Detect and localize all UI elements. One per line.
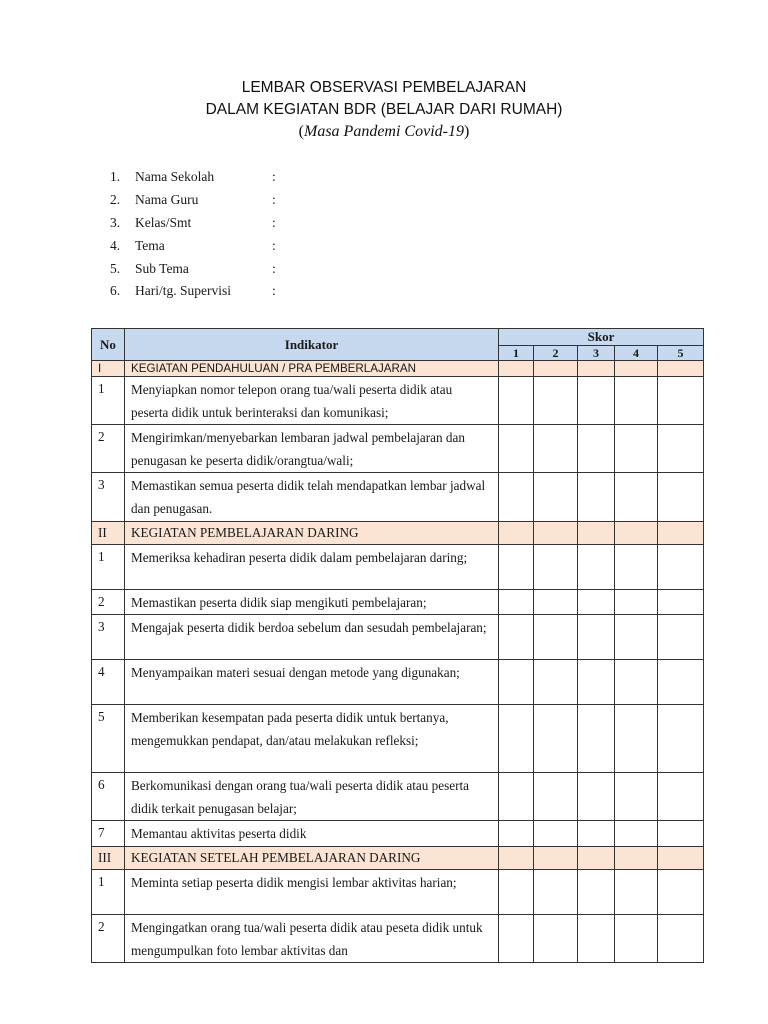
info-label: Tema bbox=[135, 237, 165, 253]
score-cell[interactable] bbox=[499, 361, 534, 377]
score-cell[interactable] bbox=[499, 914, 534, 962]
info-number: 5. bbox=[110, 260, 121, 276]
score-cell[interactable] bbox=[499, 425, 534, 473]
score-cell[interactable] bbox=[658, 660, 704, 705]
item-indicator: Meminta setiap peserta didik mengisi lembar aktivitas harian; bbox=[125, 869, 499, 914]
score-cell[interactable] bbox=[658, 361, 704, 377]
item-indicator: Menyampaikan materi sesuai dengan metode yang digunakan; bbox=[125, 660, 499, 705]
info-row bbox=[110, 189, 284, 212]
score-header-4: 4 bbox=[615, 346, 658, 361]
score-cell[interactable] bbox=[534, 821, 578, 847]
info-colon: : bbox=[272, 237, 276, 253]
score-cell[interactable] bbox=[578, 473, 615, 521]
score-cell[interactable] bbox=[658, 869, 704, 914]
info-number: 3. bbox=[110, 214, 121, 230]
title-line-3 bbox=[0, 121, 768, 143]
score-cell[interactable] bbox=[534, 473, 578, 521]
score-cell[interactable] bbox=[534, 846, 578, 869]
section-number: III bbox=[92, 846, 125, 869]
info-label: Hari/tg. Supervisi bbox=[135, 283, 231, 299]
table-row bbox=[92, 377, 704, 425]
table-row bbox=[92, 914, 704, 962]
score-cell[interactable] bbox=[615, 660, 658, 705]
score-cell[interactable] bbox=[658, 544, 704, 589]
score-cell[interactable] bbox=[615, 377, 658, 425]
info-colon: : bbox=[272, 260, 276, 276]
table-row bbox=[92, 615, 704, 660]
table-row bbox=[92, 705, 704, 773]
score-cell[interactable] bbox=[534, 869, 578, 914]
info-colon: : bbox=[272, 192, 276, 208]
score-cell[interactable] bbox=[534, 377, 578, 425]
score-cell[interactable] bbox=[499, 544, 534, 589]
score-cell[interactable] bbox=[534, 361, 578, 377]
table-row bbox=[92, 473, 704, 521]
score-cell[interactable] bbox=[534, 914, 578, 962]
score-cell[interactable] bbox=[615, 869, 658, 914]
score-cell[interactable] bbox=[534, 705, 578, 773]
section-title: KEGIATAN PENDAHULUAN / PRA PEMBERLAJARAN bbox=[125, 361, 499, 377]
item-indicator: Memastikan peserta didik siap mengikuti pembelajaran; bbox=[125, 589, 499, 615]
section-number: II bbox=[92, 521, 125, 544]
section-title: KEGIATAN PEMBELAJARAN DARING bbox=[125, 521, 499, 544]
score-cell[interactable] bbox=[658, 589, 704, 615]
score-cell[interactable] bbox=[658, 846, 704, 869]
info-colon: : bbox=[272, 169, 276, 185]
score-cell[interactable] bbox=[658, 821, 704, 847]
score-cell[interactable] bbox=[578, 705, 615, 773]
score-cell[interactable] bbox=[578, 377, 615, 425]
score-cell[interactable] bbox=[615, 615, 658, 660]
score-cell[interactable] bbox=[578, 773, 615, 821]
info-label: Nama Guru bbox=[135, 192, 199, 208]
table-row bbox=[92, 544, 704, 589]
item-indicator: Berkomunikasi dengan orang tua/wali peserta didik atau peserta didik terkait penugasan belajar; bbox=[125, 773, 499, 821]
score-cell[interactable] bbox=[499, 705, 534, 773]
score-cell[interactable] bbox=[615, 773, 658, 821]
score-cell[interactable] bbox=[615, 914, 658, 962]
score-cell[interactable] bbox=[499, 773, 534, 821]
table-row bbox=[92, 660, 704, 705]
info-number: 6. bbox=[110, 283, 121, 299]
score-cell[interactable] bbox=[534, 615, 578, 660]
score-cell[interactable] bbox=[658, 425, 704, 473]
info-row bbox=[110, 280, 284, 303]
score-cell[interactable] bbox=[578, 615, 615, 660]
section-row bbox=[92, 846, 704, 869]
score-cell[interactable] bbox=[499, 473, 534, 521]
score-cell[interactable] bbox=[658, 521, 704, 544]
score-cell[interactable] bbox=[578, 544, 615, 589]
score-cell[interactable] bbox=[615, 361, 658, 377]
score-cell[interactable] bbox=[658, 773, 704, 821]
item-indicator: Menyiapkan nomor telepon orang tua/wali peserta didik atau peserta didik untuk berinteraksi dan komunikasi; bbox=[125, 377, 499, 425]
info-row bbox=[110, 234, 284, 257]
title-line-1: LEMBAR OBSERVASI PEMBELAJARAN bbox=[241, 79, 527, 96]
score-cell[interactable] bbox=[499, 589, 534, 615]
score-cell[interactable] bbox=[578, 846, 615, 869]
score-cell[interactable] bbox=[658, 705, 704, 773]
item-indicator: Memastikan semua peserta didik telah mendapatkan lembar jadwal dan penugasan. bbox=[125, 473, 499, 521]
item-indicator: Memeriksa kehadiran peserta didik dalam pembelajaran daring; bbox=[125, 544, 499, 589]
item-number: 3 bbox=[92, 473, 125, 521]
score-header-3: 3 bbox=[578, 346, 615, 361]
score-cell[interactable] bbox=[499, 660, 534, 705]
header-skor: Skor bbox=[499, 329, 704, 346]
item-indicator: Memberikan kesempatan pada peserta didik untuk bertanya, mengemukkan pendapat, dan/atau melakukan refleksi; bbox=[125, 705, 499, 773]
item-indicator: Mengajak peserta didik berdoa sebelum dan sesudah pembelajaran; bbox=[125, 615, 499, 660]
item-number: 4 bbox=[92, 660, 125, 705]
score-cell[interactable] bbox=[499, 869, 534, 914]
score-cell[interactable] bbox=[578, 660, 615, 705]
score-cell[interactable] bbox=[578, 821, 615, 847]
score-cell[interactable] bbox=[578, 914, 615, 962]
item-number: 7 bbox=[92, 821, 125, 847]
score-cell[interactable] bbox=[534, 660, 578, 705]
item-indicator: Memantau aktivitas peserta didik bbox=[125, 821, 499, 847]
item-number: 2 bbox=[92, 914, 125, 962]
paren-open: ( bbox=[298, 123, 304, 140]
info-row bbox=[110, 212, 284, 235]
score-cell[interactable] bbox=[658, 473, 704, 521]
item-number: 1 bbox=[92, 869, 125, 914]
item-indicator: Mengingatkan orang tua/wali peserta didik atau peseta didik untuk mengumpulkan foto lembar aktivitas dan bbox=[125, 914, 499, 962]
title-line-2: DALAM KEGIATAN BDR (BELAJAR DARI RUMAH) bbox=[205, 101, 563, 118]
item-number: 2 bbox=[92, 589, 125, 615]
score-cell[interactable] bbox=[578, 869, 615, 914]
observation-table bbox=[91, 328, 704, 963]
score-cell[interactable] bbox=[534, 589, 578, 615]
score-cell[interactable] bbox=[615, 473, 658, 521]
section-number: I bbox=[92, 361, 125, 377]
info-label: Nama Sekolah bbox=[135, 169, 215, 185]
score-cell[interactable] bbox=[578, 521, 615, 544]
table-row bbox=[92, 821, 704, 847]
score-cell[interactable] bbox=[499, 377, 534, 425]
table-row bbox=[92, 773, 704, 821]
score-cell[interactable] bbox=[615, 821, 658, 847]
info-number: 2. bbox=[110, 192, 121, 208]
info-row bbox=[110, 166, 284, 189]
item-number: 6 bbox=[92, 773, 125, 821]
table-row bbox=[92, 869, 704, 914]
item-number: 3 bbox=[92, 615, 125, 660]
score-cell[interactable] bbox=[578, 361, 615, 377]
score-cell[interactable] bbox=[578, 425, 615, 473]
score-cell[interactable] bbox=[658, 615, 704, 660]
score-header-5: 5 bbox=[658, 346, 704, 361]
info-colon: : bbox=[272, 283, 276, 299]
score-cell[interactable] bbox=[615, 544, 658, 589]
document-header bbox=[0, 77, 768, 143]
score-cell[interactable] bbox=[499, 615, 534, 660]
item-number: 1 bbox=[92, 377, 125, 425]
score-cell[interactable] bbox=[615, 846, 658, 869]
section-row bbox=[92, 521, 704, 544]
section-row bbox=[92, 361, 704, 377]
section-title: KEGIATAN SETELAH PEMBELAJARAN DARING bbox=[125, 846, 499, 869]
score-cell[interactable] bbox=[658, 377, 704, 425]
item-number: 1 bbox=[92, 544, 125, 589]
item-number: 5 bbox=[92, 705, 125, 773]
score-cell[interactable] bbox=[534, 544, 578, 589]
score-cell[interactable] bbox=[499, 846, 534, 869]
score-cell[interactable] bbox=[615, 521, 658, 544]
score-cell[interactable] bbox=[499, 521, 534, 544]
score-cell[interactable] bbox=[578, 589, 615, 615]
score-header-1: 1 bbox=[499, 346, 534, 361]
paren-close: ) bbox=[463, 123, 470, 140]
info-row bbox=[110, 257, 284, 280]
info-label: Sub Tema bbox=[135, 260, 189, 276]
score-cell[interactable] bbox=[615, 705, 658, 773]
score-cell[interactable] bbox=[499, 821, 534, 847]
info-list bbox=[110, 166, 284, 303]
score-cell[interactable] bbox=[615, 589, 658, 615]
table-row bbox=[92, 425, 704, 473]
info-colon: : bbox=[272, 214, 276, 230]
score-header-2: 2 bbox=[534, 346, 578, 361]
info-number: 4. bbox=[110, 237, 121, 253]
header-indikator: Indikator bbox=[125, 329, 499, 361]
table-row bbox=[92, 589, 704, 615]
score-cell[interactable] bbox=[615, 425, 658, 473]
subtitle-italic: Masa Pandemi Covid-19 bbox=[304, 123, 464, 140]
item-number: 2 bbox=[92, 425, 125, 473]
item-indicator: Mengirimkan/menyebarkan lembaran jadwal pembelajaran dan penugasan ke peserta didik/orangtua/wali; bbox=[125, 425, 499, 473]
score-cell[interactable] bbox=[534, 425, 578, 473]
score-cell[interactable] bbox=[658, 914, 704, 962]
info-label: Kelas/Smt bbox=[135, 214, 192, 230]
info-number: 1. bbox=[110, 169, 121, 185]
header-no: No bbox=[92, 329, 125, 361]
score-cell[interactable] bbox=[534, 521, 578, 544]
score-cell[interactable] bbox=[534, 773, 578, 821]
